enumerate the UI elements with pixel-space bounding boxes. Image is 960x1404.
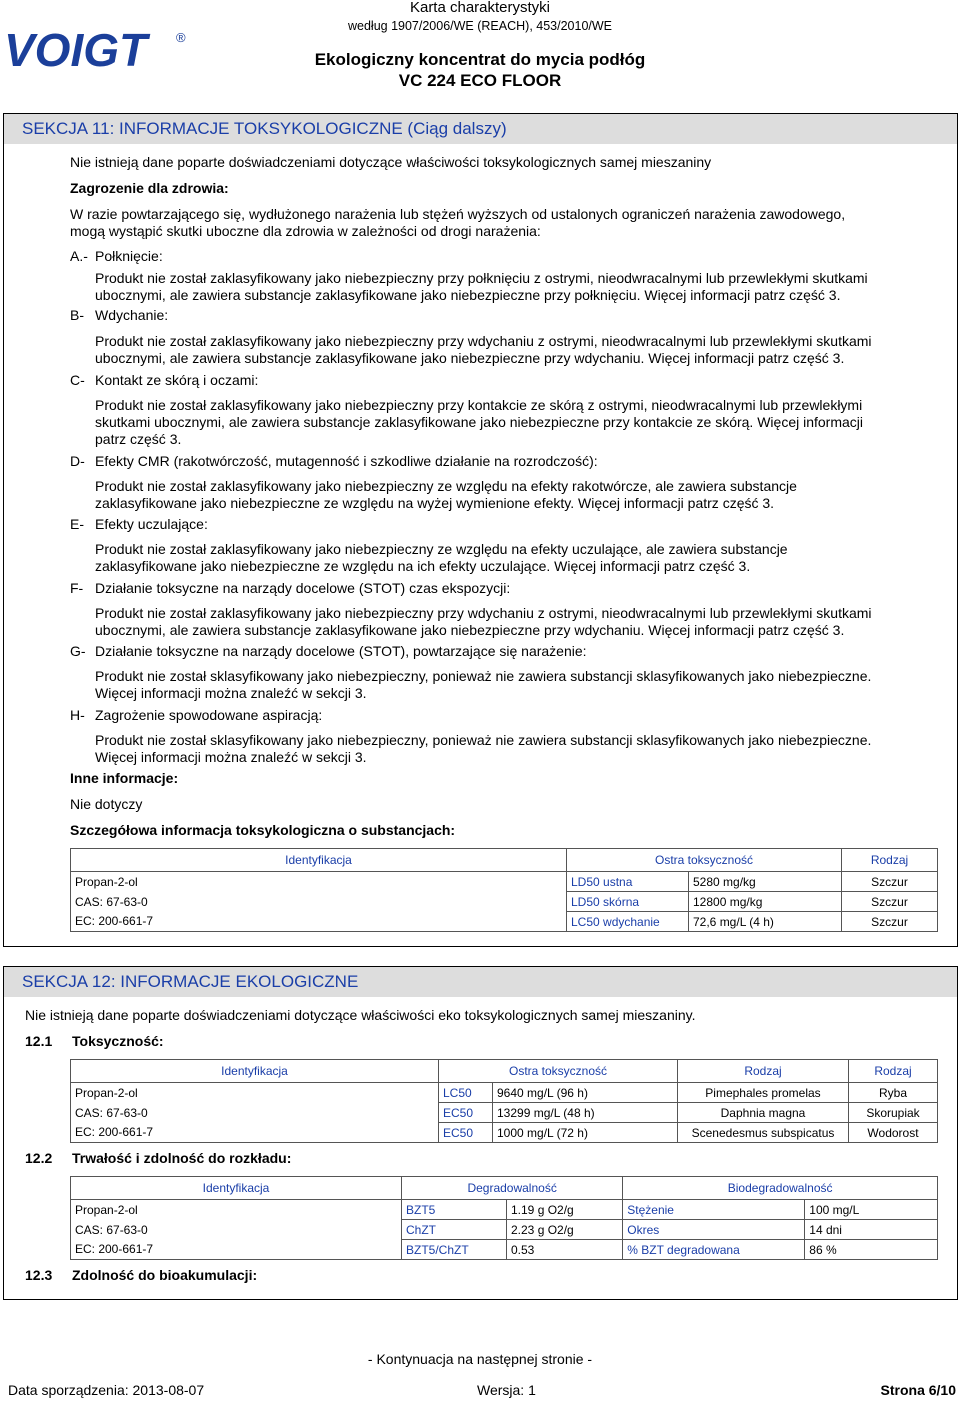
s12-3-title: Zdolność do bioakumulacji: [72,1267,258,1283]
s12-intro: Nie istnieją dane poparte doświadczeniami dotyczące właściwości eko toksykologicznych samej mieszaniny. [25,1007,696,1023]
s12-1-num: 12.1 [25,1033,53,1049]
table-row: Propan-2-ol LD50 ustna 5280 mg/kg Szczur [71,872,938,892]
item-c-title: Kontakt ze skórą i oczami: [95,372,259,388]
item-h-letter: H- [70,707,85,723]
logo-text: VOIGT [4,26,148,74]
footer-version: Wersja: 1 [477,1382,536,1398]
s12-2-num: 12.2 [25,1150,53,1166]
th-kind: Rodzaj [842,849,938,872]
degradation-table: Identyfikacja Degradowalność Biodegradowalność Propan-2-ol BZT5 1.19 g O2/g Stężenie 100 mg/L CAS: 67-63-0 ChZT 2.23 g O2/g Okres 14 dni EC: 200-661-7 BZT5/ChZT 0.53 % BZT degradowana 86 % [70,1176,938,1260]
ecotox-table: Identyfikacja Ostra toksyczność Rodzaj Rodzaj Propan-2-ol LC50 9640 mg/L (96 h) Pimephales promelas Ryba CAS: 67-63-0 EC50 13299 mg/L (48 h) Daphnia magna Skorupiak EC: 200-661-7 EC50 1000 mg/L (72 h) Scenedesmus subspicatus Wodorost [70,1059,938,1143]
item-f-title: Działanie toksyczne na narządy docelowe (STOT) czas ekspozycji: [95,580,511,596]
other-text: Nie dotyczy [70,796,143,812]
item-c-letter: C- [70,372,85,388]
th-acute-toxicity: Ostra toksyczność [567,849,842,872]
table-row: CAS: 67-63-0 LD50 skórna 12800 mg/kg Szczur [71,892,938,912]
item-e-title: Efekty uczulające: [95,516,208,532]
item-d-letter: D- [70,453,85,469]
table-row: CAS: 67-63-0 EC50 13299 mg/L (48 h) Daphnia magna Skorupiak [71,1103,938,1123]
item-d-text: Produkt nie został zaklasyfikowany jako niebezpieczny ze względu na efekty rakotwórcze, ale zawiera substancje zaklasyfikowane jako niebezpieczne ze względu na wyżej wymienione efekty. Więcej informacji patrz część 3. [95,478,797,511]
footer-page: Strona 6/10 [880,1382,956,1398]
regulation: według 1907/2006/WE (REACH), 453/2010/WE [347,19,613,33]
s12-2-title: Trwałość i zdolność do rozkładu: [72,1150,292,1166]
item-e-letter: E- [70,516,84,532]
item-h-title: Zagrożenie spowodowane aspiracją: [95,707,323,723]
item-a-letter: A.- [70,248,88,264]
substance-cas: CAS: 67-63-0 [71,892,567,912]
footer-date: Data sporządzenia: 2013-08-07 [8,1382,205,1398]
substance-name: Propan-2-ol [71,872,567,892]
table-row: EC: 200-661-7 BZT5/ChZT 0.53 % BZT degradowana 86 % [71,1240,938,1260]
item-b-title: Wdychanie: [95,307,169,323]
item-c-text: Produkt nie został zaklasyfikowany jako niebezpieczny przy kontakcie ze skórą z ostrymi, nieodwracalnymi lub przewlekłymi skutkami ubocznymi, ale zawiera substancje zaklasyfikowane jako niebezpieczne przy kontakcie ze skórą. Więcej informacji patrz część 3. [95,397,864,447]
th-identification: Identyfikacja [71,849,567,872]
doc-type: Karta charakterystyki [409,0,551,16]
substance-ec: EC: 200-661-7 [71,912,567,932]
item-e-text: Produkt nie został zaklasyfikowany jako niebezpieczny ze względu na efekty uczulające, ale zawiera substancje zaklasyfikowane jako niebezpieczne ze względu na ich efekty uczulające. Więcej informacji patrz część 3. [95,541,788,574]
item-g-title: Działanie toksyczne na narządy docelowe (STOT), powtarzające się narażenie: [95,643,587,659]
s11-intro: Nie istnieją dane poparte doświadczeniami dotyczące właściwości toksykologicznych samej mieszaniny [70,154,712,170]
table-row: EC: 200-661-7 EC50 1000 mg/L (72 h) Scenedesmus subspicatus Wodorost [71,1123,938,1143]
item-g-text: Produkt nie został sklasyfikowany jako niebezpieczny, ponieważ nie zawiera substancji sklasyfikowanych jako niebezpieczne. Więcej informacji można znaleźć w sekcji 3. [95,668,872,701]
item-b-text: Produkt nie został zaklasyfikowany jako niebezpieczny przy wdychaniu z ostrymi, nieodwracalnymi lub przewlekłymi skutkami ubocznymi, ale zawiera substancje zaklasyfikowane jako niebezpieczne przy wdychaniu. Więcej informacji patrz część 3. [95,333,872,366]
item-f-text: Produkt nie został zaklasyfikowany jako niebezpieczny przy wdychaniu z ostrymi, nieodwracalnymi lub przewlekłymi skutkami ubocznymi, ale zawiera substancje zaklasyfikowane jako niebezpieczne przy wdychaniu. Więcej informacji patrz część 3. [95,605,872,638]
item-g-letter: G- [70,643,86,659]
tox-substance-table [70,848,938,932]
health-line-2: mogą wystąpić skutki uboczne dla zdrowia w zależności od drogi narażenia: [70,223,541,239]
table-row: EC: 200-661-7 LC50 wdychanie 72,6 mg/L (4 h) Szczur [71,912,938,932]
item-h-text: Produkt nie został sklasyfikowany jako niebezpieczny, ponieważ nie zawiera substancji sklasyfikowanych jako niebezpieczne. Więcej informacji można znaleźć w sekcji 3. [95,732,872,765]
section-11-title: SEKCJA 11: INFORMACJE TOKSYKOLOGICZNE (Ciąg dalszy) [4,114,957,144]
item-a-text: Produkt nie został zaklasyfikowany jako niebezpieczny przy połknięciu z ostrymi, nieodwracalnymi lub przewlekłymi skutkami ubocznymi, ale zawiera substancje zaklasyfikowane jako niebezpieczne przy połknięciu. Więcej informacji patrz część 3. [95,270,868,303]
s12-3-num: 12.3 [25,1267,53,1283]
item-b-letter: B- [70,307,84,323]
product-name: Ekologiczny koncentrat do mycia podłóg [314,50,646,69]
health-line-1: W razie powtarzającego się, wydłużonego narażenia lub stężeń wyższych od ustalonych ograniczeń narażenia zawodowego, [70,206,846,222]
item-a-title: Połknięcie: [95,248,163,264]
table-row: CAS: 67-63-0 ChZT 2.23 g O2/g Okres 14 dni [71,1220,938,1240]
section-12-title: SEKCJA 12: INFORMACJE EKOLOGICZNE [4,967,957,997]
item-f-letter: F- [70,580,84,596]
table-row: Propan-2-ol BZT5 1.19 g O2/g Stężenie 100 mg/L [71,1200,938,1220]
item-d-title: Efekty CMR (rakotwórczość, mutagenność i szkodliwe działanie na rozrodczość): [95,453,598,469]
svg-text:®: ® [176,30,186,45]
health-heading: Zagrozenie dla zdrowia: [70,180,229,196]
other-heading: Inne informacje: [70,770,179,786]
table-row: Propan-2-ol LC50 9640 mg/L (96 h) Pimephales promelas Ryba [71,1083,938,1103]
detail-heading: Szczegółowa informacja toksykologiczna o substancjach: [70,822,456,838]
s12-1-title: Toksyczność: [72,1033,164,1049]
continuation-note: - Kontynuacja na następnej stronie - [367,1351,593,1367]
product-code: VC 224 ECO FLOOR [398,71,562,90]
